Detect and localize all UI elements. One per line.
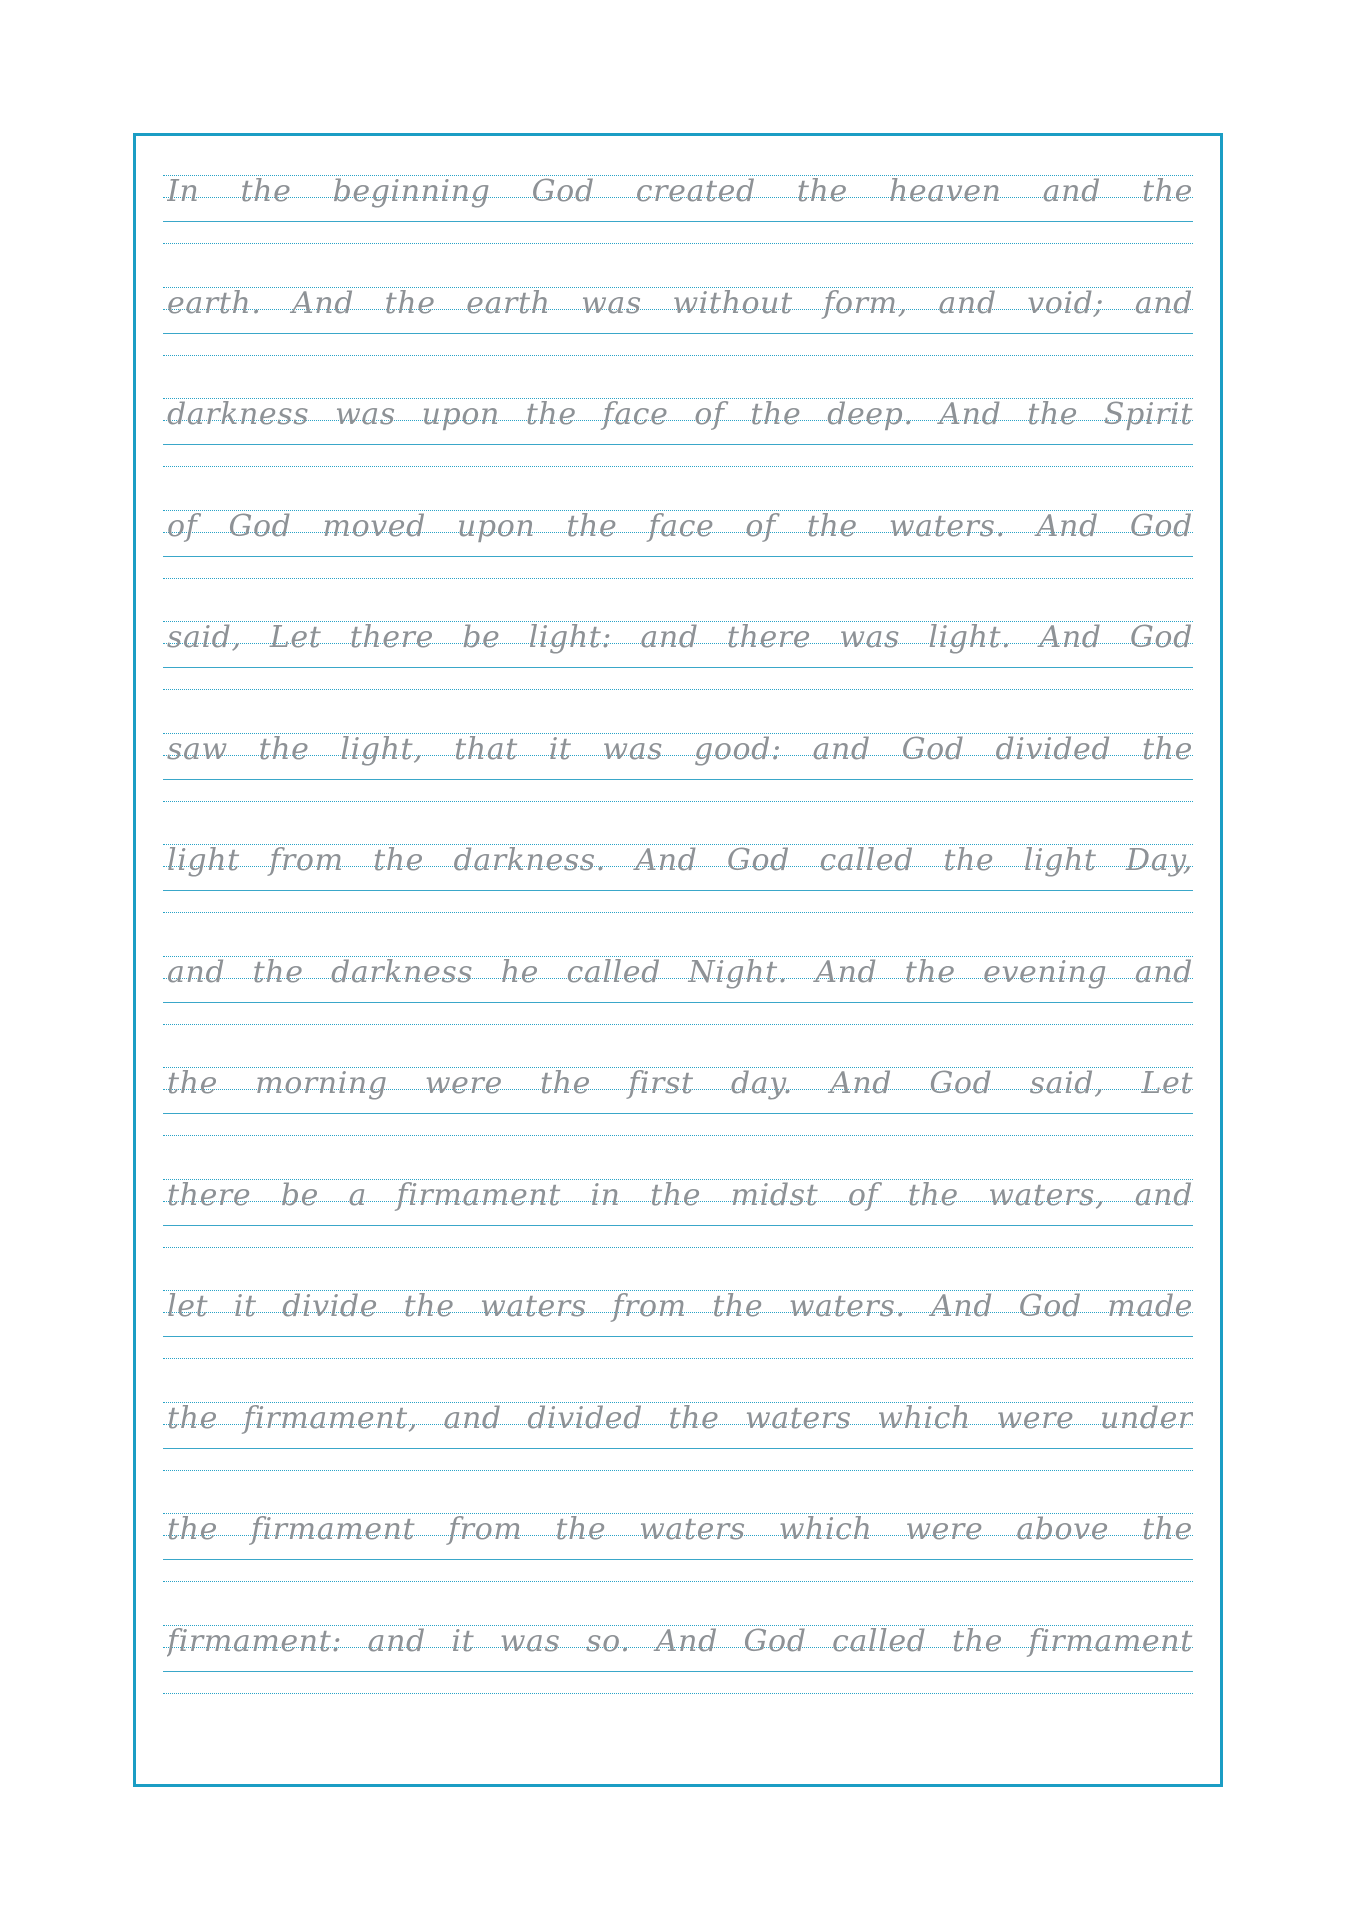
writing-row bbox=[163, 832, 1193, 944]
writing-row bbox=[163, 386, 1193, 498]
handwriting-word: so. bbox=[586, 1623, 631, 1659]
handwriting-word: of bbox=[745, 508, 776, 544]
handwriting-line-text bbox=[167, 1611, 1193, 1675]
handwriting-word: the bbox=[384, 285, 436, 321]
descender-guide-line bbox=[163, 801, 1193, 802]
handwriting-word: the bbox=[252, 954, 304, 990]
handwriting-word: waters bbox=[744, 1400, 852, 1436]
handwriting-line-text bbox=[167, 942, 1193, 1006]
handwriting-word: firmament bbox=[396, 1177, 561, 1213]
handwriting-word: form, bbox=[823, 285, 908, 321]
handwriting-word: of bbox=[167, 508, 198, 544]
handwriting-word: and bbox=[1134, 285, 1193, 321]
descender-guide-line bbox=[163, 243, 1193, 244]
handwriting-word: firmament, bbox=[243, 1400, 418, 1436]
handwriting-word: And bbox=[635, 843, 698, 878]
handwriting-word: which bbox=[778, 1512, 873, 1547]
writing-row bbox=[163, 1390, 1193, 1502]
handwriting-word: from bbox=[612, 1289, 687, 1324]
descender-guide-line bbox=[163, 1581, 1193, 1582]
handwriting-word: without bbox=[672, 285, 793, 321]
handwriting-word: And bbox=[830, 1066, 893, 1101]
writing-row bbox=[163, 944, 1193, 1056]
handwriting-word: and bbox=[1134, 1177, 1193, 1213]
handwriting-word: of bbox=[694, 397, 725, 432]
handwriting-word: be bbox=[280, 1177, 319, 1213]
handwriting-word: Let bbox=[269, 620, 322, 655]
worksheet-border bbox=[133, 133, 1223, 1787]
handwriting-word: divide bbox=[282, 1289, 379, 1324]
handwriting-word: saw bbox=[167, 731, 228, 767]
descender-guide-line bbox=[163, 1693, 1193, 1694]
handwriting-word: the bbox=[566, 508, 618, 544]
handwriting-word: the bbox=[555, 1512, 607, 1547]
handwriting-word: first bbox=[628, 1066, 694, 1101]
handwriting-word: God bbox=[743, 1623, 807, 1659]
handwriting-word: light bbox=[1023, 843, 1097, 878]
handwriting-word: divided bbox=[527, 1400, 643, 1436]
handwriting-word: the bbox=[525, 397, 577, 432]
handwriting-line-text bbox=[167, 719, 1193, 783]
writing-row bbox=[163, 1167, 1193, 1279]
handwriting-word: it bbox=[451, 1623, 475, 1659]
handwriting-line-text bbox=[167, 1053, 1193, 1117]
handwriting-word: face bbox=[648, 508, 715, 544]
handwriting-word: face bbox=[602, 397, 669, 432]
handwriting-word: the bbox=[904, 954, 956, 990]
handwriting-word: divided bbox=[995, 731, 1112, 767]
handwriting-word: light. bbox=[928, 620, 1012, 655]
handwriting-word: from bbox=[269, 843, 344, 878]
handwriting-word: upon bbox=[457, 508, 536, 544]
handwriting-word: Spirit bbox=[1103, 397, 1193, 432]
handwriting-word: God bbox=[531, 174, 595, 209]
handwriting-word: And bbox=[931, 1289, 994, 1324]
handwriting-word: heaven bbox=[888, 174, 1002, 209]
handwriting-word: the bbox=[796, 174, 848, 209]
handwriting-word: a bbox=[348, 1177, 367, 1213]
handwriting-word: was bbox=[581, 285, 642, 321]
handwriting-word: of bbox=[847, 1177, 879, 1213]
descender-guide-line bbox=[163, 1135, 1193, 1136]
handwriting-word: and bbox=[938, 285, 997, 321]
handwriting-line-text bbox=[167, 161, 1193, 225]
handwriting-line-text bbox=[167, 830, 1193, 894]
handwriting-word: the bbox=[167, 1400, 218, 1436]
handwriting-word: light: bbox=[528, 620, 613, 655]
handwriting-word: God bbox=[1018, 1289, 1082, 1324]
handwriting-line-text bbox=[167, 1388, 1193, 1452]
handwriting-word: Day, bbox=[1126, 843, 1193, 878]
handwriting-word: were bbox=[905, 1512, 984, 1547]
handwriting-word: said, bbox=[1029, 1066, 1105, 1101]
writing-row bbox=[163, 1613, 1193, 1725]
handwriting-word: the bbox=[1027, 397, 1079, 432]
handwriting-word: it bbox=[233, 1289, 257, 1324]
handwriting-word: called bbox=[832, 1623, 927, 1659]
handwriting-word: And bbox=[939, 397, 1002, 432]
descender-guide-line bbox=[163, 1358, 1193, 1359]
handwriting-word: and bbox=[443, 1400, 502, 1436]
handwriting-word: was bbox=[499, 1623, 561, 1659]
handwriting-word: that bbox=[454, 731, 518, 767]
handwriting-line-text bbox=[167, 1276, 1193, 1340]
handwriting-word: the bbox=[1141, 1512, 1193, 1547]
handwriting-word: and bbox=[1134, 954, 1193, 990]
handwriting-word: the bbox=[373, 843, 425, 878]
handwriting-word: the bbox=[907, 1177, 959, 1213]
writing-row bbox=[163, 721, 1193, 833]
writing-row bbox=[163, 498, 1193, 610]
handwriting-word: above bbox=[1016, 1512, 1110, 1547]
handwriting-word: called bbox=[566, 954, 661, 990]
writing-row bbox=[163, 1501, 1193, 1613]
writing-lines-area bbox=[163, 163, 1193, 1760]
handwriting-word: and bbox=[1042, 174, 1101, 209]
handwriting-word: God bbox=[901, 731, 965, 767]
handwriting-word: light bbox=[167, 843, 240, 878]
handwriting-word: beginning bbox=[332, 174, 491, 209]
handwriting-word: waters. bbox=[788, 1289, 906, 1324]
descender-guide-line bbox=[163, 466, 1193, 467]
handwriting-word: from bbox=[448, 1512, 523, 1547]
handwriting-word: earth. bbox=[167, 285, 262, 321]
handwriting-word: the bbox=[943, 843, 995, 878]
handwriting-word: God bbox=[1129, 620, 1193, 655]
handwriting-word: waters, bbox=[988, 1177, 1106, 1213]
handwriting-word: earth bbox=[466, 285, 551, 321]
handwriting-line-text bbox=[167, 1165, 1193, 1229]
handwriting-word: in bbox=[590, 1177, 621, 1213]
handwriting-word: the bbox=[712, 1289, 764, 1324]
handwriting-word: God bbox=[929, 1066, 993, 1101]
handwriting-line-text bbox=[167, 607, 1193, 671]
handwriting-word: the bbox=[240, 174, 292, 209]
handwriting-word: God bbox=[1129, 508, 1193, 544]
handwriting-word: darkness bbox=[167, 397, 310, 432]
descender-guide-line bbox=[163, 1247, 1193, 1248]
handwriting-line-text bbox=[167, 384, 1193, 448]
handwriting-word: the bbox=[1142, 731, 1193, 767]
handwriting-word: deep. bbox=[827, 397, 914, 432]
handwriting-word: and bbox=[167, 954, 226, 990]
handwriting-word: waters bbox=[639, 1512, 746, 1547]
handwriting-word: light, bbox=[340, 731, 424, 767]
writing-row bbox=[163, 1278, 1193, 1390]
handwriting-word: it bbox=[548, 731, 572, 767]
handwriting-word: waters bbox=[480, 1289, 587, 1324]
handwriting-word: good: bbox=[694, 731, 782, 767]
handwriting-word: firmament: bbox=[167, 1623, 343, 1659]
handwriting-word: said, bbox=[167, 620, 242, 655]
descender-guide-line bbox=[163, 912, 1193, 913]
handwriting-word: he bbox=[500, 954, 540, 990]
handwriting-word: which bbox=[877, 1400, 971, 1436]
handwriting-word: the bbox=[806, 508, 858, 544]
handwriting-word: And bbox=[1036, 508, 1099, 544]
handwriting-word: And bbox=[1039, 620, 1102, 655]
handwriting-word: darkness bbox=[331, 954, 474, 990]
writing-row bbox=[163, 609, 1193, 721]
handwriting-line-text bbox=[167, 1499, 1193, 1563]
handwriting-word: midst bbox=[730, 1177, 819, 1213]
handwriting-line-text bbox=[167, 496, 1193, 560]
handwriting-word: the bbox=[650, 1177, 702, 1213]
writing-row bbox=[163, 163, 1193, 275]
descender-guide-line bbox=[163, 1024, 1193, 1025]
handwriting-word: the bbox=[668, 1400, 720, 1436]
handwriting-word: was bbox=[335, 397, 396, 432]
descender-guide-line bbox=[163, 355, 1193, 356]
descender-guide-line bbox=[163, 578, 1193, 579]
handwriting-word: the bbox=[750, 397, 802, 432]
descender-guide-line bbox=[163, 1470, 1193, 1471]
handwriting-word: was bbox=[602, 731, 664, 767]
handwriting-word: morning bbox=[255, 1066, 388, 1101]
handwriting-word: darkness. bbox=[453, 843, 606, 878]
handwriting-word: was bbox=[839, 620, 901, 655]
handwriting-word: be bbox=[462, 620, 501, 655]
handwriting-word: day. bbox=[730, 1066, 793, 1101]
worksheet-page bbox=[133, 133, 1223, 1787]
descender-guide-line bbox=[163, 689, 1193, 690]
handwriting-word: there bbox=[167, 1177, 252, 1213]
handwriting-word: God bbox=[726, 843, 790, 878]
handwriting-word: Night. bbox=[688, 954, 788, 990]
handwriting-word: evening bbox=[983, 954, 1108, 990]
handwriting-word: the bbox=[258, 731, 310, 767]
handwriting-word: moved bbox=[322, 508, 426, 544]
handwriting-word: the bbox=[167, 1512, 218, 1547]
handwriting-word: let bbox=[167, 1289, 209, 1324]
handwriting-word: there bbox=[726, 620, 812, 655]
handwriting-word: the bbox=[952, 1623, 1003, 1659]
handwriting-word: the bbox=[167, 1066, 218, 1101]
writing-row bbox=[163, 275, 1193, 387]
handwriting-word: waters. bbox=[888, 508, 1006, 544]
handwriting-word: called bbox=[819, 843, 914, 878]
handwriting-word: were bbox=[996, 1400, 1075, 1436]
handwriting-word: under bbox=[1099, 1400, 1193, 1436]
handwriting-word: the bbox=[540, 1066, 591, 1101]
handwriting-word: made bbox=[1107, 1289, 1193, 1324]
handwriting-word: and bbox=[367, 1623, 426, 1659]
handwriting-word: void; bbox=[1027, 285, 1105, 321]
handwriting-word: In bbox=[167, 174, 200, 209]
handwriting-word: created bbox=[635, 174, 756, 209]
handwriting-word: Let bbox=[1141, 1066, 1193, 1101]
handwriting-line-text bbox=[167, 273, 1193, 337]
handwriting-word: the bbox=[1142, 174, 1193, 209]
handwriting-word: And bbox=[655, 1623, 718, 1659]
handwriting-word: And bbox=[292, 285, 355, 321]
handwriting-word: there bbox=[349, 620, 434, 655]
handwriting-word: upon bbox=[421, 397, 500, 432]
writing-row bbox=[163, 1055, 1193, 1167]
handwriting-word: God bbox=[228, 508, 292, 544]
handwriting-word: firmament bbox=[1028, 1623, 1193, 1659]
handwriting-word: the bbox=[403, 1289, 455, 1324]
handwriting-word: were bbox=[424, 1066, 503, 1101]
handwriting-word: firmament bbox=[250, 1512, 416, 1547]
handwriting-word: and bbox=[640, 620, 699, 655]
handwriting-word: and bbox=[812, 731, 871, 767]
handwriting-word: And bbox=[815, 954, 878, 990]
